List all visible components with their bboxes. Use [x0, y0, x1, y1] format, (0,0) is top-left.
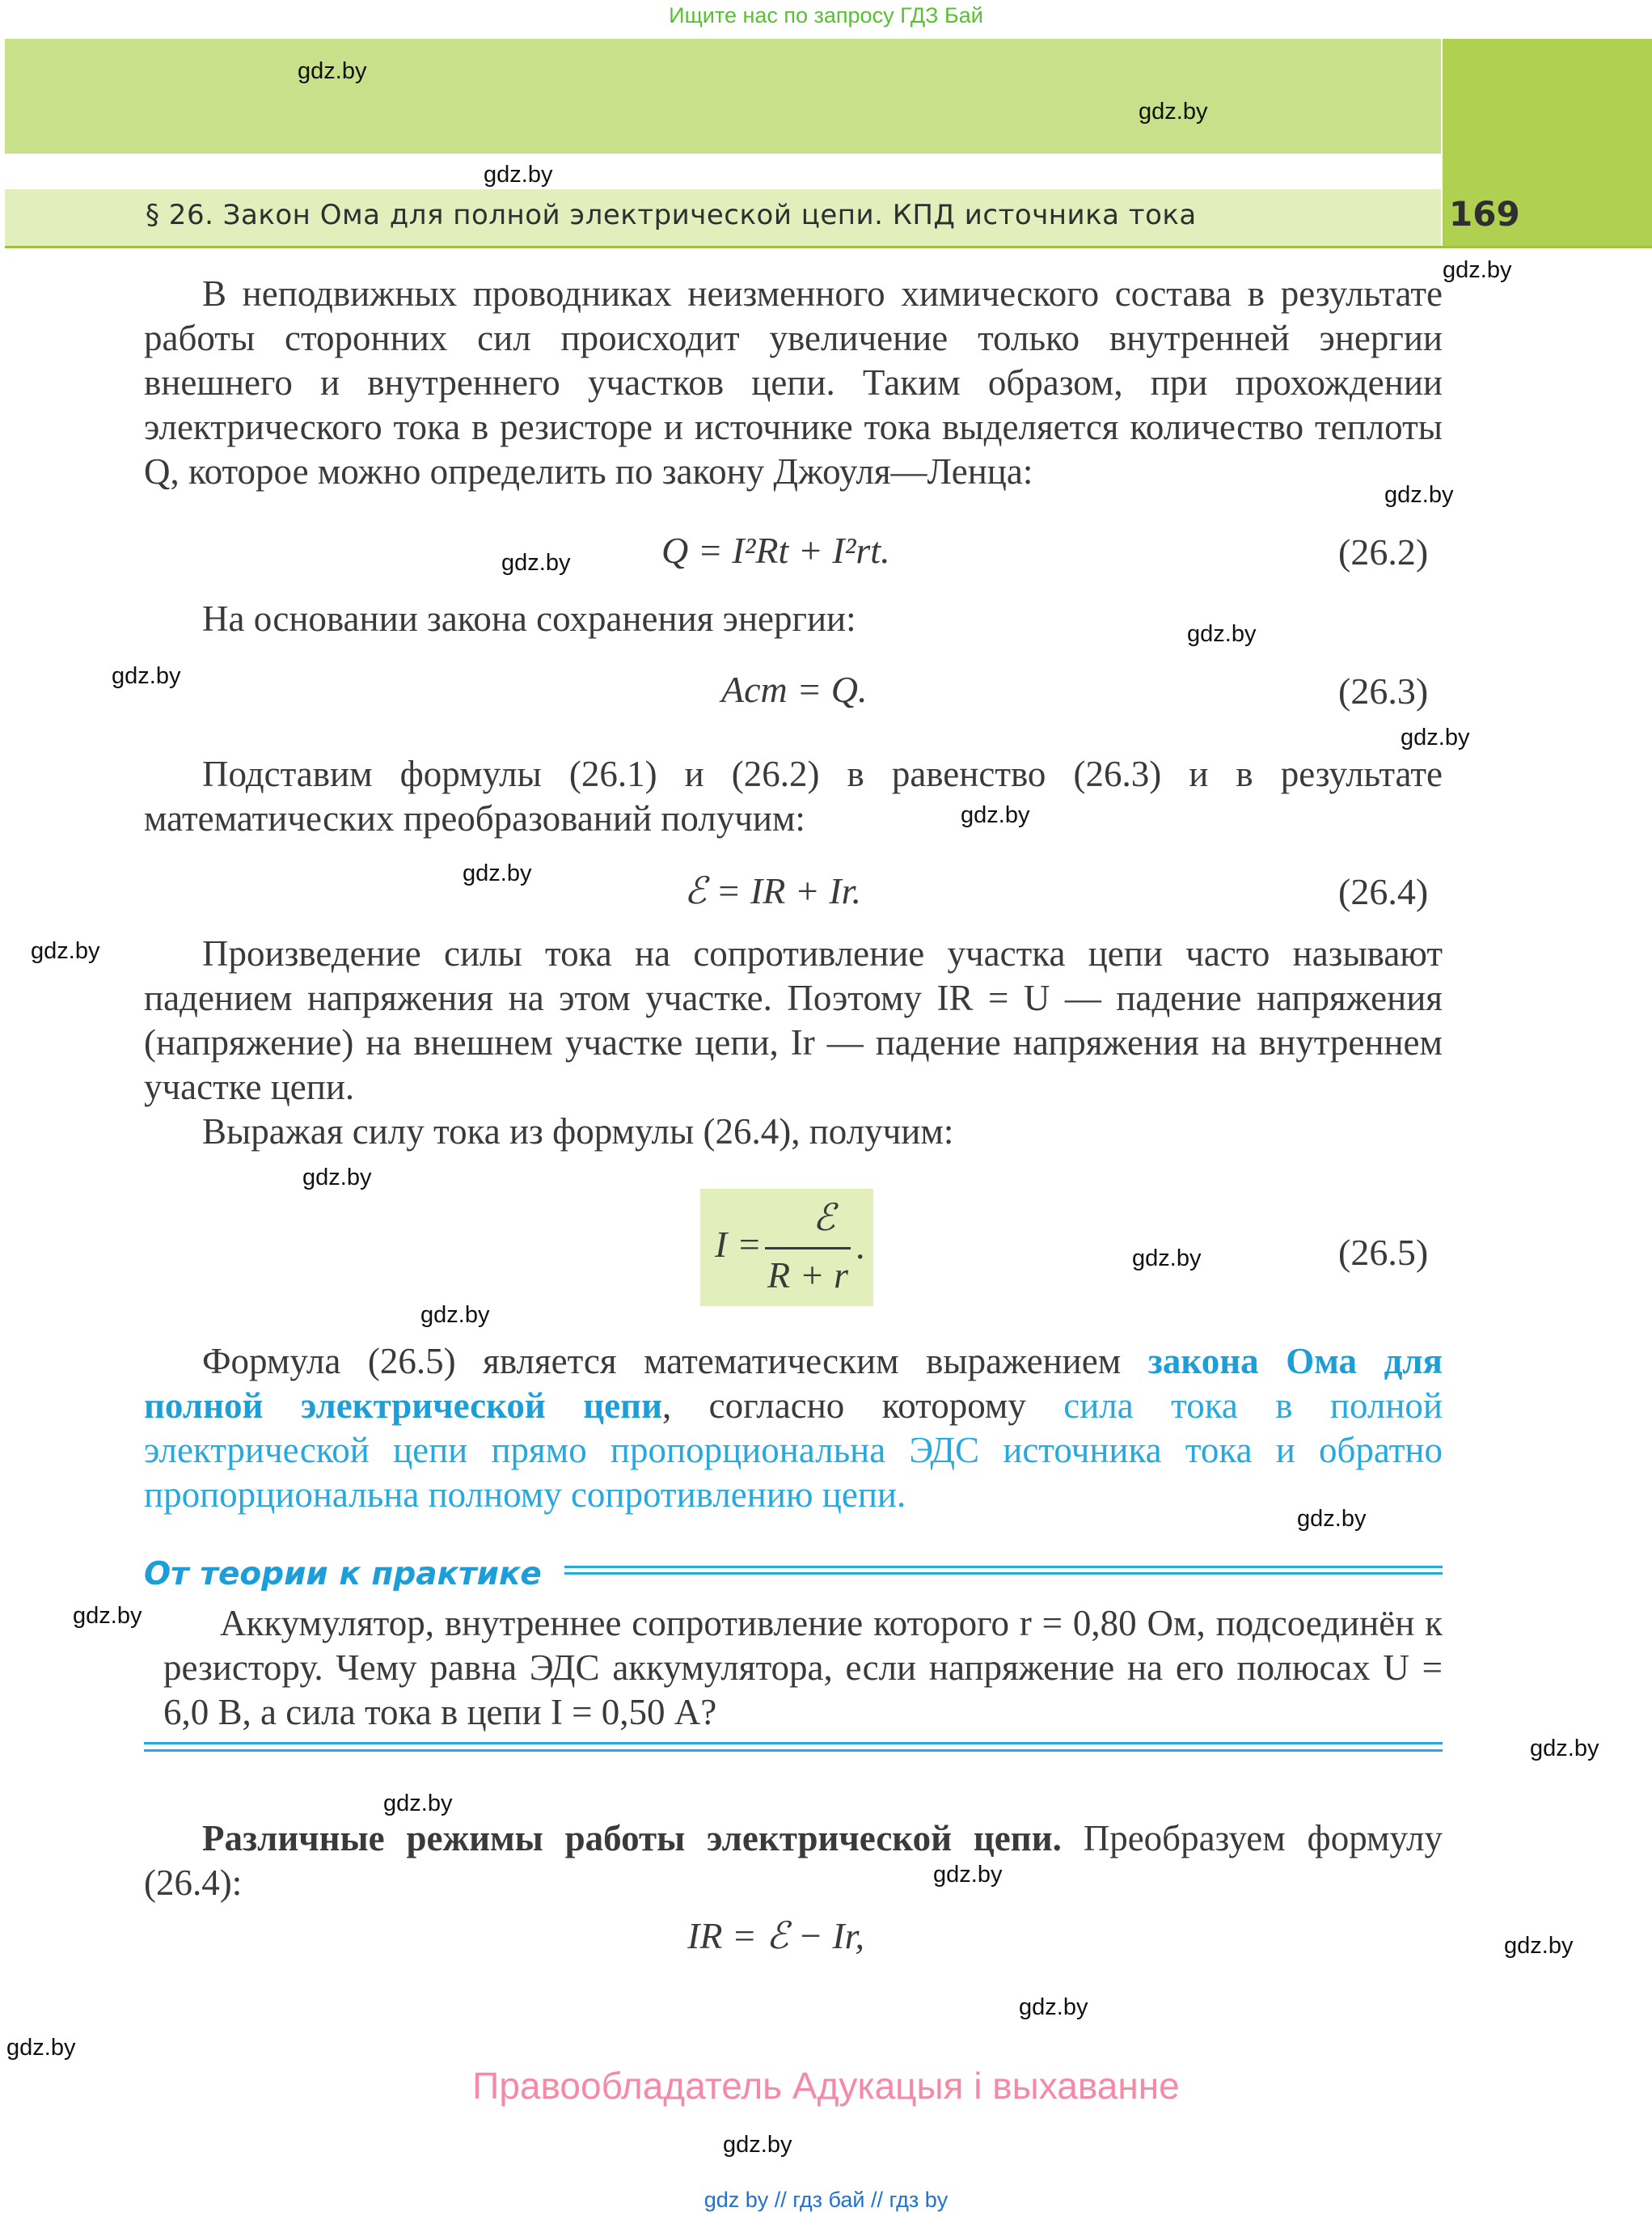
- formula-dot: .: [856, 1225, 865, 1266]
- ohm-law-paragraph: [144, 1339, 1443, 1517]
- formula-denominator: R + r: [767, 1254, 849, 1296]
- practice-rule: [564, 1566, 1443, 1568]
- watermark: gdz.by: [1132, 1245, 1202, 1271]
- practice-rule: [144, 1749, 1443, 1752]
- watermark: gdz.by: [302, 1165, 372, 1190]
- watermark: gdz.by: [463, 860, 532, 886]
- watermark: gdz.by: [1384, 482, 1454, 508]
- watermark: gdz.by: [1187, 621, 1257, 647]
- watermark: gdz.by: [1019, 1994, 1088, 2020]
- watermark: gdz.by: [1401, 725, 1470, 750]
- watermark: gdz.by: [73, 1603, 142, 1629]
- paragraph: Подставим формулы (26.1) и (26.2) в равенство (26.3) и в результате математических преобразований получим:: [144, 754, 1443, 839]
- watermark: gdz.by: [31, 938, 100, 964]
- watermark: gdz.by: [961, 802, 1030, 828]
- watermark: gdz.by: [298, 58, 367, 84]
- modes-paragraph: [144, 1816, 1443, 1905]
- practice-title: От теории к практике: [144, 1556, 542, 1592]
- formula-26-4: ℰ = IR + Ir.: [684, 870, 861, 911]
- watermark: gdz.by: [1139, 99, 1208, 125]
- paragraph-text: Преобразуем формулу (26.4):: [144, 1818, 1443, 1903]
- paragraph: На основании закона сохранения энергии:: [202, 598, 856, 639]
- practice-rule: [564, 1572, 1443, 1575]
- practice-problem: Аккумулятор, внутреннее сопротивление которого r = 0,80 Ом, подсоединён к резистору. Чему равна ЭДС аккумулятора, если напряжение на его полюсах U = 6,0 В, а сила тока в цепи I = 0,50 А?: [163, 1603, 1443, 1732]
- watermark: gdz.by: [933, 1862, 1003, 1888]
- law-definition: сила тока в полной электрической цепи прямо пропорциональна ЭДС источника тока и обратно пропорциональна полному сопротивлению цепи.: [144, 1385, 1443, 1515]
- top-search-note: Ищите нас по запросу ГДЗ Бай: [669, 3, 983, 27]
- formula-26-3: Aст = Q.: [721, 669, 868, 710]
- subheading: Различные режимы работы электрической цепи.: [202, 1818, 1062, 1858]
- watermark: gdz.by: [501, 550, 571, 576]
- header-underline: [5, 246, 1652, 248]
- page-number: 169: [1449, 194, 1520, 234]
- equation-number: (26.4): [1338, 871, 1429, 912]
- paragraph-text: , согласно которому: [662, 1385, 1064, 1426]
- watermark: gdz.by: [1530, 1736, 1599, 1761]
- watermark: gdz.by: [484, 162, 553, 188]
- watermark: gdz.by: [6, 2035, 76, 2061]
- equation-number: (26.3): [1338, 670, 1429, 712]
- footer-links[interactable]: gdz by // гдз бай // гдз by: [703, 2188, 949, 2212]
- formula-numerator: ℰ: [813, 1197, 835, 1238]
- paragraph: Выражая силу тока из формулы (26.4), получим:: [202, 1111, 954, 1152]
- formula-ir: IR = ℰ − Ir,: [687, 1915, 864, 1956]
- law-term: закона Ома для полной электрической цепи: [144, 1341, 1443, 1426]
- paragraph: Произведение силы тока на сопротивление участка цепи часто называют падением напряжения на этом участке. Поэтому IR = U — падение напряжения (напряжение) на внешнем участке цепи, Ir — падение напряжения на внутреннем участке цепи.: [144, 933, 1443, 1107]
- header-band: [5, 39, 1441, 154]
- fraction-bar: [765, 1247, 851, 1249]
- watermark: gdz.by: [1297, 1506, 1367, 1532]
- watermark: gdz.by: [383, 1791, 453, 1816]
- watermark: gdz.by: [420, 1302, 490, 1328]
- section-title: § 26. Закон Ома для полной электрической цепи. КПД источника тока: [146, 199, 1197, 231]
- copyright-notice: Правообладатель Адукацыя і выхаванне: [472, 2065, 1180, 2107]
- formula-lhs: I =: [715, 1224, 762, 1265]
- equation-number: (26.5): [1338, 1232, 1429, 1273]
- practice-rule: [144, 1742, 1443, 1744]
- watermark: gdz.by: [1443, 257, 1512, 283]
- watermark: gdz.by: [112, 663, 181, 689]
- header-divider: [5, 184, 1441, 188]
- formula-26-2: Q = I²Rt + I²rt.: [661, 530, 890, 571]
- paragraph: В неподвижных проводниках неизменного химического состава в результате работы сторонних сил происходит увеличение только внутренней энергии внешнего и внутреннего участков цепи. Таким образом, при прохождении электрического тока в резисторе и источнике тока выделяется количество теплоты Q, которое можно определить по закону Джоуля—Ленца:: [144, 273, 1443, 492]
- header-divider: [5, 154, 1441, 157]
- watermark: gdz.by: [1504, 1933, 1574, 1959]
- watermark: gdz.by: [723, 2132, 792, 2158]
- equation-number: (26.2): [1338, 531, 1429, 573]
- paragraph-text: Формула (26.5) является математическим выражением: [202, 1341, 1148, 1381]
